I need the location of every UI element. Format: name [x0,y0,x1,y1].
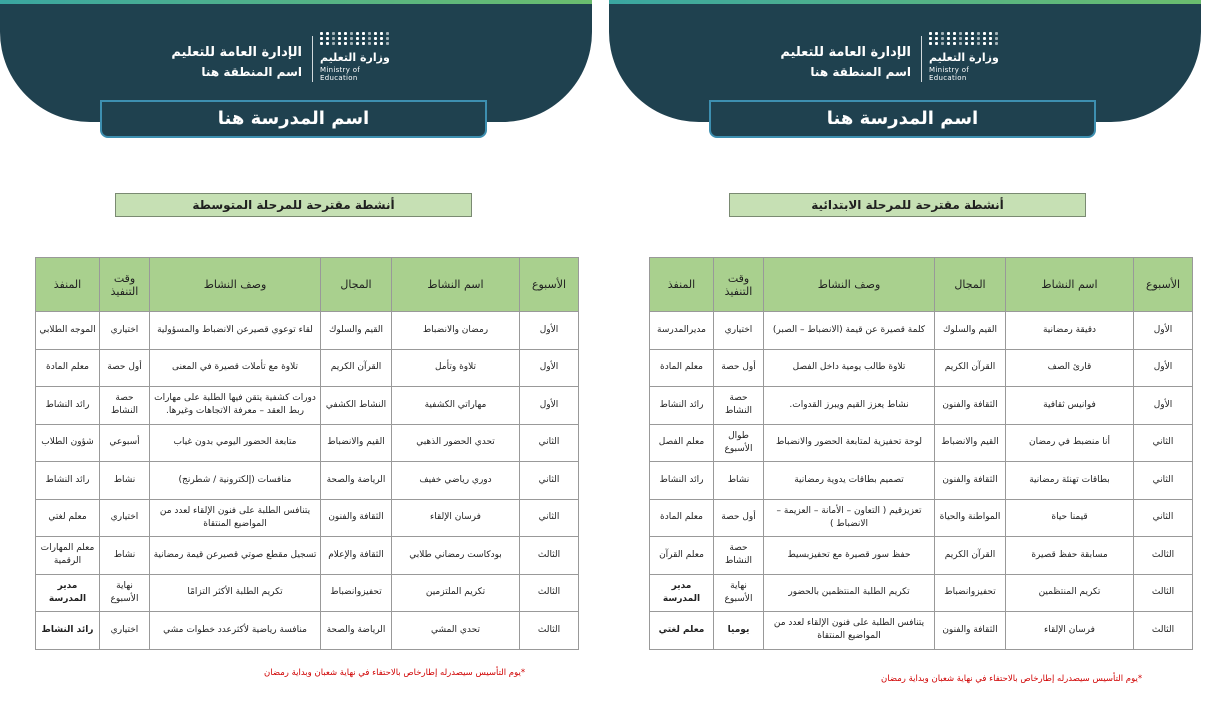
logo-dot [935,37,938,40]
logo-dot [953,42,956,45]
table-row [650,312,1193,350]
logo-dot [935,42,938,45]
logo-dot [332,37,335,40]
admin-line-2: اسم المنطقة هنا [201,65,302,79]
activity-name-cell: تلاوة وتأمل [392,349,520,387]
activity-name-cell: فوانيس ثقافية [1006,387,1134,425]
domain-cell: القرآن الكريم [935,349,1006,387]
logo-dot [386,42,389,45]
ministry-name-ar: وزارة التعليم [320,51,390,64]
logo-dot [929,32,932,35]
stage-subtitle: أنشطة مقترحة للمرحلة الابتدائية [729,193,1086,217]
description-cell: تصميم بطاقات يدوية رمضانية [764,462,935,500]
domain-cell: تحفيزوانضباط [935,574,1006,612]
executor-cell: معلم المادة [650,499,714,537]
timing-cell: اختياري [100,499,150,537]
timing-cell: اختياري [100,312,150,350]
activity-name-cell: أنا منضبط في رمضان [1006,424,1134,462]
executor-cell: مدير المدرسة [36,574,100,612]
logo-dots-icon [320,32,392,45]
domain-cell: القرآن الكريم [321,349,392,387]
table-row [650,349,1193,387]
description-cell: حفظ سور قصيرة مع تحفيزبسيط [764,537,935,575]
logo-dot [941,32,944,35]
domain-cell: الرياضة والصحة [321,462,392,500]
logo-dot [971,32,974,35]
executor-cell: معلم المادة [650,349,714,387]
column-header-timing: وقت التنفيذ [100,258,150,312]
timing-cell: أول حصة [714,499,764,537]
ministry-name-en: Ministry of Education [929,66,970,82]
logo-dot [983,32,986,35]
domain-cell: القيم والانضباط [935,424,1006,462]
domain-cell: القرآن الكريم [935,537,1006,575]
description-cell: تكريم الطلبة الأكثر التزامًا [150,574,321,612]
executor-cell: شؤون الطلاب [36,424,100,462]
ministry-name-ar: وزارة التعليم [929,51,999,64]
activity-name-cell: تكريم الملتزمين [392,574,520,612]
column-header-timing: وقت التنفيذ [714,258,764,312]
week-cell: الأول [1134,312,1193,350]
activity-name-cell: تحدي الحضور الذهبي [392,424,520,462]
timing-cell: أسبوعي [100,424,150,462]
logo-dot [350,32,353,35]
activity-name-cell: بودكاست رمضاني طلابي [392,537,520,575]
table-row [36,462,579,500]
logo-dot [929,42,932,45]
logo-dot [338,32,341,35]
activity-name-cell: دوري رياضي خفيف [392,462,520,500]
table-row [36,499,579,537]
executor-cell: معلم المادة [36,349,100,387]
logo-dot [362,42,365,45]
logo-dot [941,37,944,40]
logo-dot [380,32,383,35]
column-header-description: وصف النشاط [150,258,321,312]
description-cell: يتنافس الطلبة على فنون الإلقاء لعدد من المواضيع المنتقاة [764,612,935,650]
page-elementary [609,0,1201,717]
executor-cell: معلم لغتي [36,499,100,537]
logo-dot [929,37,932,40]
logo-dot [965,32,968,35]
description-cell: دورات كشفية يتقن فيها الطلبة على مهارات ربط العقد – معرفة الاتجاهات وغيرها. [150,387,321,425]
header-accent-line [0,0,592,4]
header-divider [921,36,922,82]
activity-name-cell: بطاقات تهنئة رمضانية [1006,462,1134,500]
logo-dot [989,32,992,35]
timing-cell: نهاية الأسبوع [100,574,150,612]
week-cell: الثاني [520,462,579,500]
table-header-row [36,258,579,312]
logo-dot [368,42,371,45]
activity-name-cell: مهاراتي الكشفية [392,387,520,425]
executor-cell: مدير المدرسة [650,574,714,612]
school-name: اسم المدرسة هنا [100,100,487,138]
timing-cell: نشاط [714,462,764,500]
week-cell: الثالث [1134,574,1193,612]
executor-cell: معلم الفصل [650,424,714,462]
timing-cell: نشاط [100,462,150,500]
logo-dot [356,42,359,45]
week-cell: الأول [1134,387,1193,425]
timing-cell: طوال الأسبوع [714,424,764,462]
header-divider [312,36,313,82]
table-row [650,574,1193,612]
domain-cell: الثقافة والفنون [935,387,1006,425]
logo-dot [344,42,347,45]
column-header-domain: المجال [321,258,392,312]
timing-cell: أول حصة [714,349,764,387]
logo-dot [374,37,377,40]
description-cell: نشاط يعزز القيم ويبرز القدوات. [764,387,935,425]
admin-line-1: الإدارة العامة للتعليم [780,45,911,60]
week-cell: الثاني [520,424,579,462]
table-row [650,537,1193,575]
table-row [650,499,1193,537]
description-cell: يتنافس الطلبة على فنون الإلقاء لعدد من المواضيع المنتقاة [150,499,321,537]
executor-cell: رائد النشاط [36,612,100,650]
column-header-activity-name: اسم النشاط [392,258,520,312]
table-row [36,574,579,612]
footnote: *يوم التأسيس سيصدرله إطارخاص بالاحتفاء في نهاية شعبان وبداية رمضان [881,674,1143,684]
logo-dot [332,32,335,35]
logo-dot [368,37,371,40]
executor-cell: معلم المهارات الرقمية [36,537,100,575]
domain-cell: القيم والسلوك [935,312,1006,350]
activity-name-cell: قيمنا حياة [1006,499,1134,537]
week-cell: الثاني [1134,424,1193,462]
week-cell: الثالث [520,537,579,575]
logo-dot [320,37,323,40]
description-cell: لقاء توعوي قصيرعن الانضباط والمسؤولية [150,312,321,350]
logo-dot [947,42,950,45]
logo-dot [380,37,383,40]
timing-cell: حصة النشاط [714,387,764,425]
domain-cell: النشاط الكشفي [321,387,392,425]
logo-dot [356,37,359,40]
domain-cell: القيم والسلوك [321,312,392,350]
logo-dot [995,37,998,40]
admin-title [780,44,911,82]
logo-dot [947,37,950,40]
logo-dot [350,37,353,40]
column-header-domain: المجال [935,258,1006,312]
logo-dot [977,32,980,35]
timing-cell: حصة النشاط [714,537,764,575]
footnote: *يوم التأسيس سيصدرله إطارخاص بالاحتفاء في نهاية شعبان وبداية رمضان [264,668,526,678]
logo-dot [320,42,323,45]
column-header-activity-name: اسم النشاط [1006,258,1134,312]
logo-dot [947,32,950,35]
executor-cell: رائد النشاط [36,462,100,500]
logo-dot [374,42,377,45]
executor-cell: معلم القرآن [650,537,714,575]
executor-cell: الموجه الطلابي [36,312,100,350]
description-cell: تلاوة مع تأملات قصيرة في المعنى [150,349,321,387]
logo-dot [941,42,944,45]
table-row [650,424,1193,462]
activities-table [649,257,1193,650]
domain-cell: الرياضة والصحة [321,612,392,650]
column-header-week: الأسبوع [1134,258,1193,312]
activity-name-cell: تحدي المشي [392,612,520,650]
description-cell: تعزيزقيم ( التعاون – الأمانة – العزيمة – الانضباط ) [764,499,935,537]
logo-dot [350,42,353,45]
logo-dot [971,42,974,45]
week-cell: الثالث [1134,612,1193,650]
week-cell: الأول [520,349,579,387]
logo-dot [983,37,986,40]
timing-cell: نشاط [100,537,150,575]
description-cell: تكريم الطلبة المنتظمين بالحضور [764,574,935,612]
logo-dot [953,37,956,40]
table-row [650,462,1193,500]
week-cell: الثالث [520,612,579,650]
admin-line-2: اسم المنطقة هنا [810,65,911,79]
admin-line-1: الإدارة العامة للتعليم [171,45,302,60]
school-name: اسم المدرسة هنا [709,100,1096,138]
activity-name-cell: دقيقة رمضانية [1006,312,1134,350]
description-cell: تسجيل مقطع صوتي قصيرعن قيمة رمضانية [150,537,321,575]
logo-dot [995,32,998,35]
description-cell: كلمة قصيرة عن قيمة (الانضباط – الصبر) [764,312,935,350]
domain-cell: الثقافة والفنون [935,612,1006,650]
table-row [36,612,579,650]
table-row [650,387,1193,425]
page-intermediate [0,0,592,717]
logo-dot [326,42,329,45]
logo-dot [368,32,371,35]
domain-cell: تحفيزوانضباط [321,574,392,612]
table-row [36,537,579,575]
activity-name-cell: رمضان والانضباط [392,312,520,350]
logo-dot [362,37,365,40]
executor-cell: مديرالمدرسة [650,312,714,350]
logo-dots-icon [929,32,1001,45]
ministry-logo [929,32,1005,88]
week-cell: الأول [1134,349,1193,387]
logo-dot [344,37,347,40]
logo-dot [977,42,980,45]
activities-table [35,257,579,650]
executor-cell: رائد النشاط [650,387,714,425]
timing-cell: اختياري [100,612,150,650]
domain-cell: الثقافة والفنون [321,499,392,537]
description-cell: منافسات (إلكترونية / شطرنج) [150,462,321,500]
ministry-name-en: Ministry of Education [320,66,361,82]
stage-subtitle: أنشطة مقترحة للمرحلة المتوسطة [115,193,472,217]
logo-dot [326,32,329,35]
executor-cell: معلم لغتي [650,612,714,650]
week-cell: الثاني [1134,499,1193,537]
domain-cell: الثقافة والفنون [935,462,1006,500]
week-cell: الأول [520,312,579,350]
logo-dot [320,32,323,35]
timing-cell: نهاية الأسبوع [714,574,764,612]
activity-name-cell: قارئ الصف [1006,349,1134,387]
logo-dot [953,32,956,35]
logo-dot [380,42,383,45]
activity-name-cell: تكريم المنتظمين [1006,574,1134,612]
domain-cell: القيم والانضباط [321,424,392,462]
description-cell: متابعة الحضور اليومي بدون غياب [150,424,321,462]
logo-dot [965,37,968,40]
logo-dot [374,32,377,35]
activity-name-cell: فرسان الإلقاء [392,499,520,537]
table-row [36,424,579,462]
logo-dot [965,42,968,45]
table-row [36,312,579,350]
logo-dot [989,42,992,45]
column-header-description: وصف النشاط [764,258,935,312]
description-cell: منافسة رياضية لأكثرعدد خطوات مشي [150,612,321,650]
column-header-executor: المنفذ [36,258,100,312]
logo-dot [386,32,389,35]
week-cell: الأول [520,387,579,425]
executor-cell: رائد النشاط [650,462,714,500]
week-cell: الثاني [1134,462,1193,500]
description-cell: لوحة تحفيزية لمتابعة الحضور والانضباط [764,424,935,462]
header-accent-line [609,0,1201,4]
logo-dot [344,32,347,35]
logo-dot [983,42,986,45]
logo-dot [356,32,359,35]
logo-dot [326,37,329,40]
logo-dot [977,37,980,40]
logo-dot [386,37,389,40]
activity-name-cell: مسابقة حفظ قصيرة [1006,537,1134,575]
logo-dot [362,32,365,35]
logo-dot [959,42,962,45]
table-row [36,349,579,387]
week-cell: الثاني [520,499,579,537]
executor-cell: رائد النشاط [36,387,100,425]
logo-dot [971,37,974,40]
activity-name-cell: فرسان الإلقاء [1006,612,1134,650]
logo-dot [989,37,992,40]
logo-dot [338,37,341,40]
table-row [36,387,579,425]
week-cell: الثالث [520,574,579,612]
timing-cell: أول حصة [100,349,150,387]
timing-cell: اختياري [714,312,764,350]
table-row [650,612,1193,650]
column-header-week: الأسبوع [520,258,579,312]
table-header-row [650,258,1193,312]
logo-dot [995,42,998,45]
column-header-executor: المنفذ [650,258,714,312]
admin-title [171,44,302,82]
timing-cell: حصة النشاط [100,387,150,425]
domain-cell: المواطنة والحياة [935,499,1006,537]
week-cell: الثالث [1134,537,1193,575]
logo-dot [332,42,335,45]
domain-cell: الثقافة والإعلام [321,537,392,575]
logo-dot [338,42,341,45]
logo-dot [935,32,938,35]
description-cell: تلاوة طالب يومية داخل الفصل [764,349,935,387]
logo-dot [959,32,962,35]
logo-dot [959,37,962,40]
ministry-logo [320,32,396,88]
timing-cell: يوميا [714,612,764,650]
